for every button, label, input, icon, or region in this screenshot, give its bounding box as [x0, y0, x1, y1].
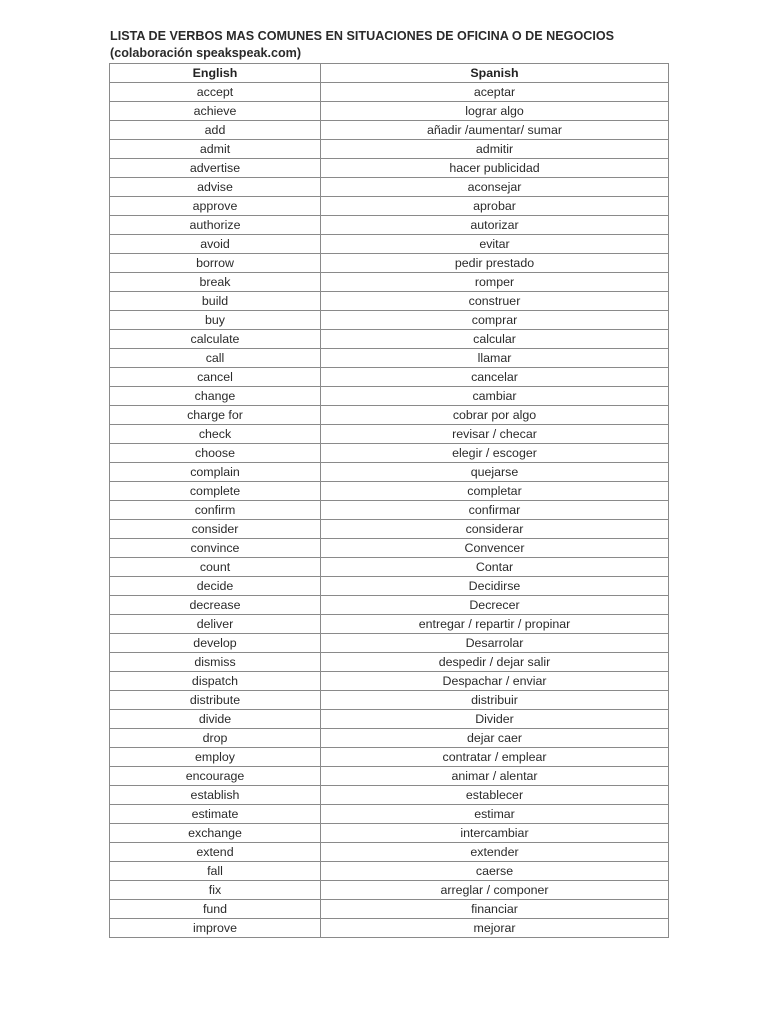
table-row — [110, 805, 669, 824]
spanish-translation-cell: estimar — [321, 805, 669, 824]
table-row — [110, 254, 669, 273]
spanish-translation-cell: Divider — [321, 710, 669, 729]
spanish-translation-cell: extender — [321, 843, 669, 862]
english-verb-cell: extend — [110, 843, 321, 862]
table-row — [110, 387, 669, 406]
table-row — [110, 919, 669, 938]
english-verb-cell: authorize — [110, 216, 321, 235]
english-verb-cell: build — [110, 292, 321, 311]
english-verb-cell: decide — [110, 577, 321, 596]
english-verb-cell: break — [110, 273, 321, 292]
english-verb-cell: establish — [110, 786, 321, 805]
spanish-translation-cell: confirmar — [321, 501, 669, 520]
english-verb-cell: decrease — [110, 596, 321, 615]
english-verb-cell: accept — [110, 83, 321, 102]
table-row — [110, 558, 669, 577]
spanish-translation-cell: calcular — [321, 330, 669, 349]
spanish-translation-cell: revisar / checar — [321, 425, 669, 444]
english-verb-cell: calculate — [110, 330, 321, 349]
spanish-translation-cell: admitir — [321, 140, 669, 159]
english-verb-cell: develop — [110, 634, 321, 653]
document-title: LISTA DE VERBOS MAS COMUNES EN SITUACIONES DE OFICINA O DE NEGOCIOS — [110, 29, 615, 43]
table-row — [110, 672, 669, 691]
spanish-translation-cell: Despachar / enviar — [321, 672, 669, 691]
spanish-translation-cell: comprar — [321, 311, 669, 330]
english-verb-cell: distribute — [110, 691, 321, 710]
table-header-row — [110, 64, 669, 83]
english-verb-cell: dispatch — [110, 672, 321, 691]
table-row — [110, 330, 669, 349]
table-row — [110, 349, 669, 368]
spanish-translation-cell: cobrar por algo — [321, 406, 669, 425]
table-row — [110, 691, 669, 710]
spanish-translation-cell: establecer — [321, 786, 669, 805]
english-verb-cell: cancel — [110, 368, 321, 387]
spanish-translation-cell: contratar / emplear — [321, 748, 669, 767]
table-row — [110, 596, 669, 615]
english-verb-cell: confirm — [110, 501, 321, 520]
table-row — [110, 235, 669, 254]
spanish-translation-cell: cambiar — [321, 387, 669, 406]
english-verb-cell: employ — [110, 748, 321, 767]
spanish-translation-cell: intercambiar — [321, 824, 669, 843]
table-row — [110, 83, 669, 102]
english-verb-cell: check — [110, 425, 321, 444]
english-verb-cell: deliver — [110, 615, 321, 634]
spanish-translation-cell: mejorar — [321, 919, 669, 938]
table-row — [110, 520, 669, 539]
table-row — [110, 178, 669, 197]
spanish-translation-cell: entregar / repartir / propinar — [321, 615, 669, 634]
table-row — [110, 463, 669, 482]
spanish-translation-cell: considerar — [321, 520, 669, 539]
table-row — [110, 159, 669, 178]
table-row — [110, 311, 669, 330]
english-verb-cell: complain — [110, 463, 321, 482]
spanish-translation-cell: despedir / dejar salir — [321, 653, 669, 672]
table-row — [110, 140, 669, 159]
spanish-translation-cell: lograr algo — [321, 102, 669, 121]
english-verb-cell: consider — [110, 520, 321, 539]
table-row — [110, 824, 669, 843]
spanish-translation-cell: dejar caer — [321, 729, 669, 748]
english-verb-cell: divide — [110, 710, 321, 729]
table-row — [110, 729, 669, 748]
document-subtitle: (colaboración speakspeak.com) — [110, 46, 302, 60]
spanish-translation-cell: Decidirse — [321, 577, 669, 596]
table-row — [110, 577, 669, 596]
english-verb-cell: complete — [110, 482, 321, 501]
table-row — [110, 634, 669, 653]
english-verb-cell: add — [110, 121, 321, 140]
spanish-translation-cell: Desarrolar — [321, 634, 669, 653]
spanish-translation-cell: distribuir — [321, 691, 669, 710]
spanish-translation-cell: arreglar / componer — [321, 881, 669, 900]
table-row — [110, 881, 669, 900]
table-body — [110, 83, 669, 938]
table-row — [110, 539, 669, 558]
spanish-translation-cell: animar / alentar — [321, 767, 669, 786]
english-verb-cell: charge for — [110, 406, 321, 425]
table-row — [110, 615, 669, 634]
spanish-translation-cell: Convencer — [321, 539, 669, 558]
table-row — [110, 444, 669, 463]
spanish-translation-cell: aceptar — [321, 83, 669, 102]
english-verb-cell: improve — [110, 919, 321, 938]
column-header-spanish: Spanish — [321, 64, 669, 83]
spanish-translation-cell: aprobar — [321, 197, 669, 216]
table-row — [110, 862, 669, 881]
english-verb-cell: convince — [110, 539, 321, 558]
spanish-translation-cell: hacer publicidad — [321, 159, 669, 178]
table-row — [110, 786, 669, 805]
spanish-translation-cell: pedir prestado — [321, 254, 669, 273]
spanish-translation-cell: romper — [321, 273, 669, 292]
spanish-translation-cell: elegir / escoger — [321, 444, 669, 463]
table-row — [110, 748, 669, 767]
english-verb-cell: admit — [110, 140, 321, 159]
english-verb-cell: buy — [110, 311, 321, 330]
spanish-translation-cell: autorizar — [321, 216, 669, 235]
english-verb-cell: estimate — [110, 805, 321, 824]
spanish-translation-cell: aconsejar — [321, 178, 669, 197]
english-verb-cell: drop — [110, 729, 321, 748]
table-row — [110, 216, 669, 235]
table-row — [110, 900, 669, 919]
spanish-translation-cell: Decrecer — [321, 596, 669, 615]
english-verb-cell: advise — [110, 178, 321, 197]
english-verb-cell: count — [110, 558, 321, 577]
spanish-translation-cell: construer — [321, 292, 669, 311]
spanish-translation-cell: cancelar — [321, 368, 669, 387]
table-row — [110, 653, 669, 672]
spanish-translation-cell: llamar — [321, 349, 669, 368]
spanish-translation-cell: Contar — [321, 558, 669, 577]
english-verb-cell: achieve — [110, 102, 321, 121]
table-row — [110, 501, 669, 520]
english-verb-cell: approve — [110, 197, 321, 216]
english-verb-cell: borrow — [110, 254, 321, 273]
english-verb-cell: fall — [110, 862, 321, 881]
english-verb-cell: avoid — [110, 235, 321, 254]
english-verb-cell: dismiss — [110, 653, 321, 672]
english-verb-cell: advertise — [110, 159, 321, 178]
table-row — [110, 121, 669, 140]
table-row — [110, 843, 669, 862]
english-verb-cell: call — [110, 349, 321, 368]
table-row — [110, 368, 669, 387]
english-verb-cell: change — [110, 387, 321, 406]
table-row — [110, 767, 669, 786]
spanish-translation-cell: quejarse — [321, 463, 669, 482]
spanish-translation-cell: evitar — [321, 235, 669, 254]
table-row — [110, 292, 669, 311]
english-verb-cell: choose — [110, 444, 321, 463]
spanish-translation-cell: añadir /aumentar/ sumar — [321, 121, 669, 140]
document-header — [110, 28, 670, 62]
spanish-translation-cell: completar — [321, 482, 669, 501]
column-header-english: English — [110, 64, 321, 83]
table-row — [110, 406, 669, 425]
english-verb-cell: fix — [110, 881, 321, 900]
table-row — [110, 425, 669, 444]
table-row — [110, 482, 669, 501]
table-row — [110, 197, 669, 216]
spanish-translation-cell: caerse — [321, 862, 669, 881]
english-verb-cell: exchange — [110, 824, 321, 843]
table-row — [110, 102, 669, 121]
table-row — [110, 273, 669, 292]
english-verb-cell: fund — [110, 900, 321, 919]
table-row — [110, 710, 669, 729]
verb-table — [109, 63, 669, 938]
spanish-translation-cell: financiar — [321, 900, 669, 919]
english-verb-cell: encourage — [110, 767, 321, 786]
